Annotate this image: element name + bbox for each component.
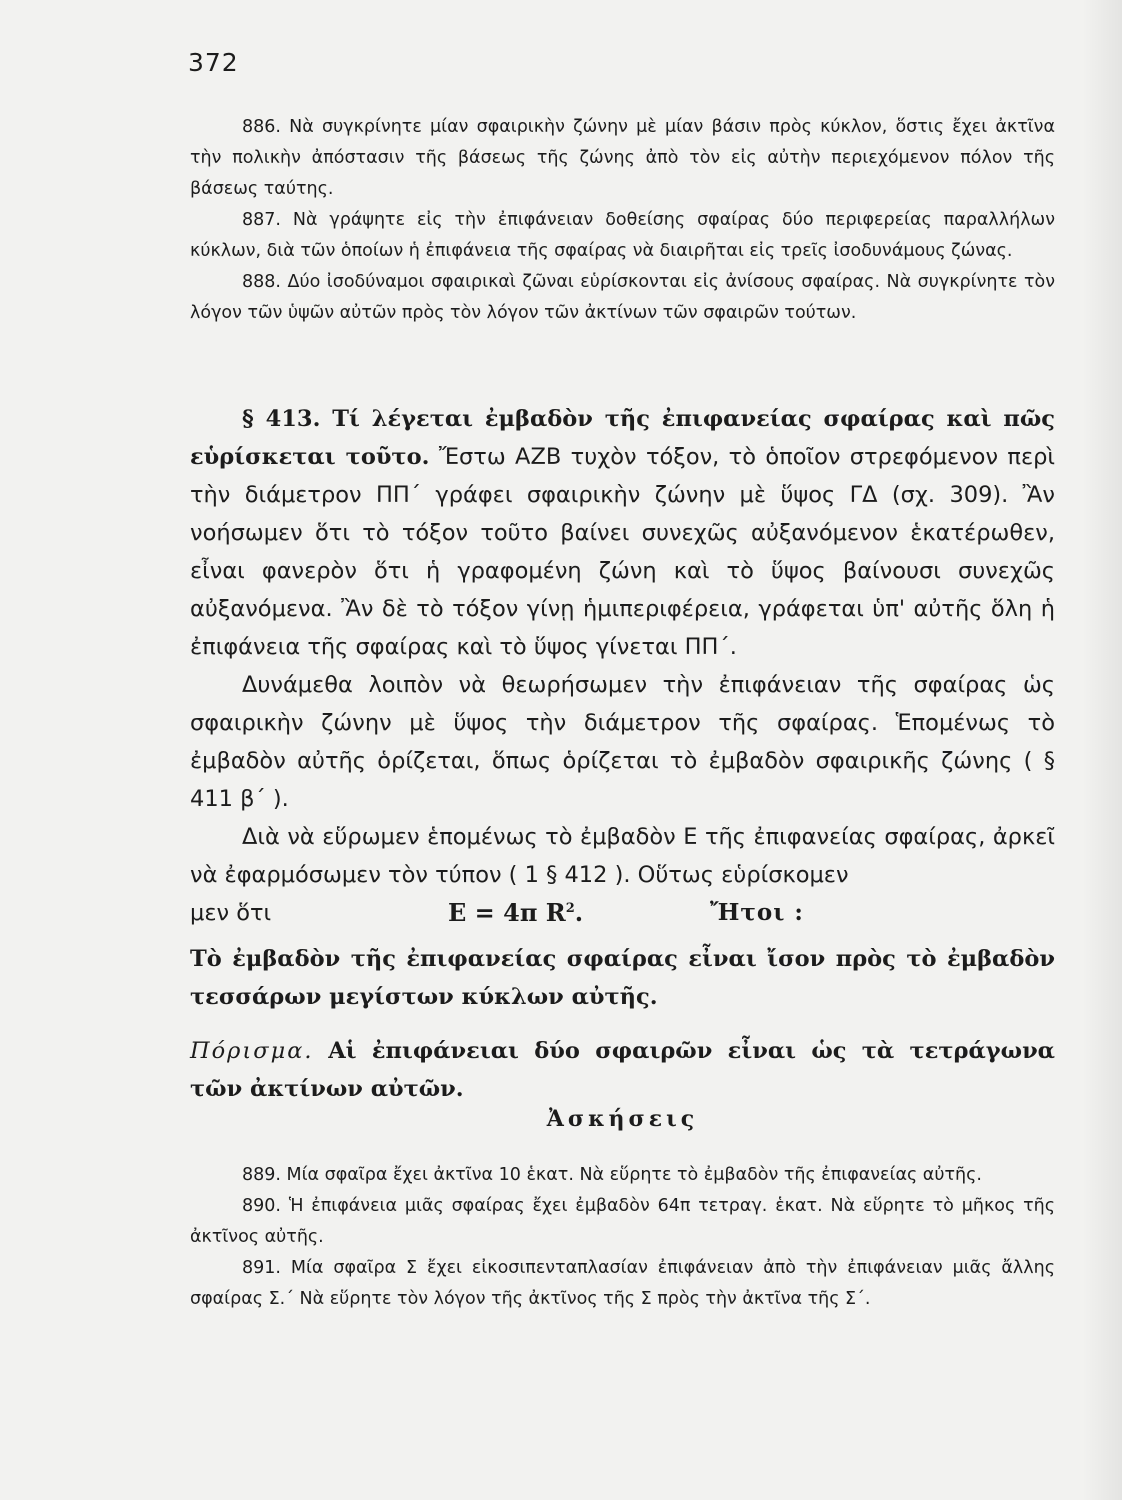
theorem-statement: Τὸ ἐμβαδὸν τῆς ἐπιφανείας σφαίρας εἶναι ἴσον πρὸς τὸ ἐμβαδὸν τεσσάρων μεγίστων κύκλων αὐτῆς. [190,946,1055,1010]
exercises-top [190,112,1055,329]
exercise-889: 889. Μία σφαῖρα ἔχει ἀκτῖνα 10 ἑκατ. Νὰ εὕρητε τὸ ἐμβαδὸν τῆς ἐπιφανείας αὐτῆς. [242,1165,982,1185]
page-number: 372 [188,48,239,77]
formula-main: Ε = 4π R [448,898,566,927]
porisma-paragraph [190,1032,1055,1108]
formula-period: . [574,898,584,927]
exercise-891: 891. Μία σφαῖρα Σ ἔχει εἰκοσιπενταπλασίαν ἐπιφάνειαν ἀπὸ τὴν ἐπιφάνειαν μιᾶς ἄλλης σφαίρας Σ.΄ Νὰ εὕρητε τὸν λόγον τῆς ἀκτῖνος τῆς Σ πρὸς τὴν ἀκτῖνα τῆς Σ΄. [190,1258,1055,1309]
area-formula [448,894,583,932]
formula-line [190,894,1055,932]
section-413 [190,400,1055,1108]
exercise-888: 888. Δύο ἰσοδύναμοι σφαιρικαὶ ζῶναι εὑρίσκονται εἰς ἀνίσους σφαίρας. Νὰ συγκρίνητε τὸν λόγον τῶν ὑψῶν αὐτῶν πρὸς τὸν λόγον τῶν ἀκτίνων τῶν σφαιρῶν τούτων. [190,272,1055,323]
section-paragraph-3: Διὰ νὰ εὕρωμεν ἑπομένως τὸ ἐμβαδὸν Ε τῆς ἐπιφανείας σφαίρας, ἀρκεῖ νὰ ἐφαρμόσωμεν τὸν τύπον ( 1 § 412 ). Οὕτως εὑρίσκομεν [190,824,1055,888]
section-paragraph-2: Δυνάμεθα λοιπὸν νὰ θεωρήσωμεν τὴν ἐπιφάνειαν τῆς σφαίρας ὡς σφαιρικὴν ζώνην μὲ ὕψος τὴν διάμετρον τῆς σφαίρας. Ἑπομένως τὸ ἐμβαδὸν αὐτῆς ὁρίζεται, ὅπως ὁρίζεται τὸ ἐμβαδὸν σφαιρικῆς ζώνης ( § 411 β΄ ). [190,672,1055,812]
porisma-text: Αἱ ἐπιφάνειαι δύο σφαιρῶν εἶναι ὡς τὰ τετράγωνα τῶν ἀκτίνων αὐτῶν. [190,1038,1055,1102]
porisma-label: Πόρισμα. [190,1038,314,1064]
page-gutter-shadow [1082,0,1122,1500]
section-intro-text: Ἔστω ΑΖΒ τυχὸν τόξον, τὸ ὁποῖον στρεφόμενον περὶ τὴν διάμετρον ΠΠ΄ γράφει σφαιρικὴν ζώνην μὲ ὕψος ΓΔ (σχ. 309). Ἂν νοήσωμεν ὅτι τὸ τόξον τοῦτο βαίνει συνεχῶς αὐξανόμενον ἑκατέρωθεν, εἶναι φανερὸν ὅτι ἡ γραφομένη ζώνη καὶ τὸ ὕψος βαίνουσι συνεχῶς αὐξανόμενα. Ἂν δὲ τὸ τόξον γίνῃ ἡμιπεριφέρεια, γράφεται ὑπ' αὐτῆς ὅλη ἡ ἐπιφάνεια τῆς σφαίρας καὶ τὸ ὕψος γίνεται ΠΠ΄. [190,444,1056,660]
exercise-890: 890. Ἡ ἐπιφάνεια μιᾶς σφαίρας ἔχει ἐμβαδὸν 64π τετραγ. ἑκατ. Νὰ εὕρητε τὸ μῆκος τῆς ἀκτῖνος αὐτῆς. [190,1196,1055,1247]
formula-lead: μεν ὅτι [190,900,272,926]
section-intro-paragraph [190,400,1055,666]
exercise-886: 886. Νὰ συγκρίνητε μίαν σφαιρικὴν ζώνην μὲ μίαν βάσιν πρὸς κύκλον, ὅστις ἔχει ἀκτῖνα τὴν πολικὴν ἀπόστασιν τῆς βάσεως τῆς ζώνης ἀπὸ τὸν εἰς αὐτὴν περιεχόμενον πόλον τῆς βάσεως ταύτης. [190,117,1055,199]
section-title: § 413. Τί λέγεται ἐμβαδὸν τῆς ἐπιφανείας σφαίρας καὶ πῶς εὑρίσκεται τοῦτο. [190,406,1055,470]
exercises-heading: Ἀσκήσεις [546,1106,699,1132]
eton-label: Ἤτοι : [710,899,804,926]
exercise-887: 887. Νὰ γράψητε εἰς τὴν ἐπιφάνειαν δοθείσης σφαίρας δύο περιφερείας παραλλήλων κύκλων, διὰ τῶν ὁποίων ἡ ἐπιφάνεια τῆς σφαίρας νὰ διαιρῆται εἰς τρεῖς ἰσοδυνάμους ζώνας. [190,210,1055,261]
exercises-bottom [190,1160,1055,1315]
formula-exponent: 2 [565,901,575,916]
